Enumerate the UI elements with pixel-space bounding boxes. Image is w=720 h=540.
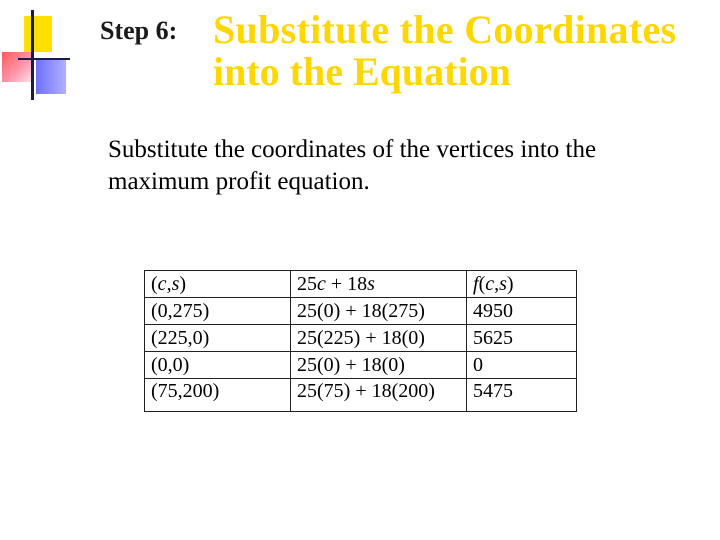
step-label: Step 6: xyxy=(100,16,178,45)
header-cell-expression: 25c + 18s xyxy=(291,271,467,298)
point-cell: (0,275) xyxy=(145,298,291,325)
logo-vertical-line xyxy=(31,10,34,100)
point-cell: (75,200) xyxy=(145,379,291,412)
value-cell: 4950 xyxy=(467,298,577,325)
point-cell: (225,0) xyxy=(145,325,291,352)
table-header-row xyxy=(145,271,577,298)
table-row xyxy=(145,298,577,325)
value-cell: 0 xyxy=(467,352,577,379)
table-row xyxy=(145,352,577,379)
expression-cell: 25(225) + 18(0) xyxy=(291,325,467,352)
slide-logo xyxy=(0,0,70,100)
logo-blue-square xyxy=(36,58,66,94)
value-cell: 5475 xyxy=(467,379,577,412)
value-cell: 5625 xyxy=(467,325,577,352)
title-line-1: Substitute the Coordinates xyxy=(213,7,677,52)
expression-cell: 25(75) + 18(200) xyxy=(291,379,467,412)
table-row xyxy=(145,379,577,412)
logo-red-square xyxy=(2,52,32,82)
expression-cell: 25(0) + 18(275) xyxy=(291,298,467,325)
expression-cell: 25(0) + 18(0) xyxy=(291,352,467,379)
header-cell-point: (c,s) xyxy=(145,271,291,298)
table-row xyxy=(145,325,577,352)
logo-yellow-square xyxy=(24,16,52,52)
body-paragraph: Substitute the coordinates of the vertices into the maximum profit equation. xyxy=(108,136,597,195)
point-cell: (0,0) xyxy=(145,352,291,379)
title-line-2: into the Equation xyxy=(213,49,511,94)
logo-horizontal-line xyxy=(18,58,70,60)
header-cell-value: f(c,s) xyxy=(467,271,577,298)
profit-table xyxy=(144,270,577,412)
